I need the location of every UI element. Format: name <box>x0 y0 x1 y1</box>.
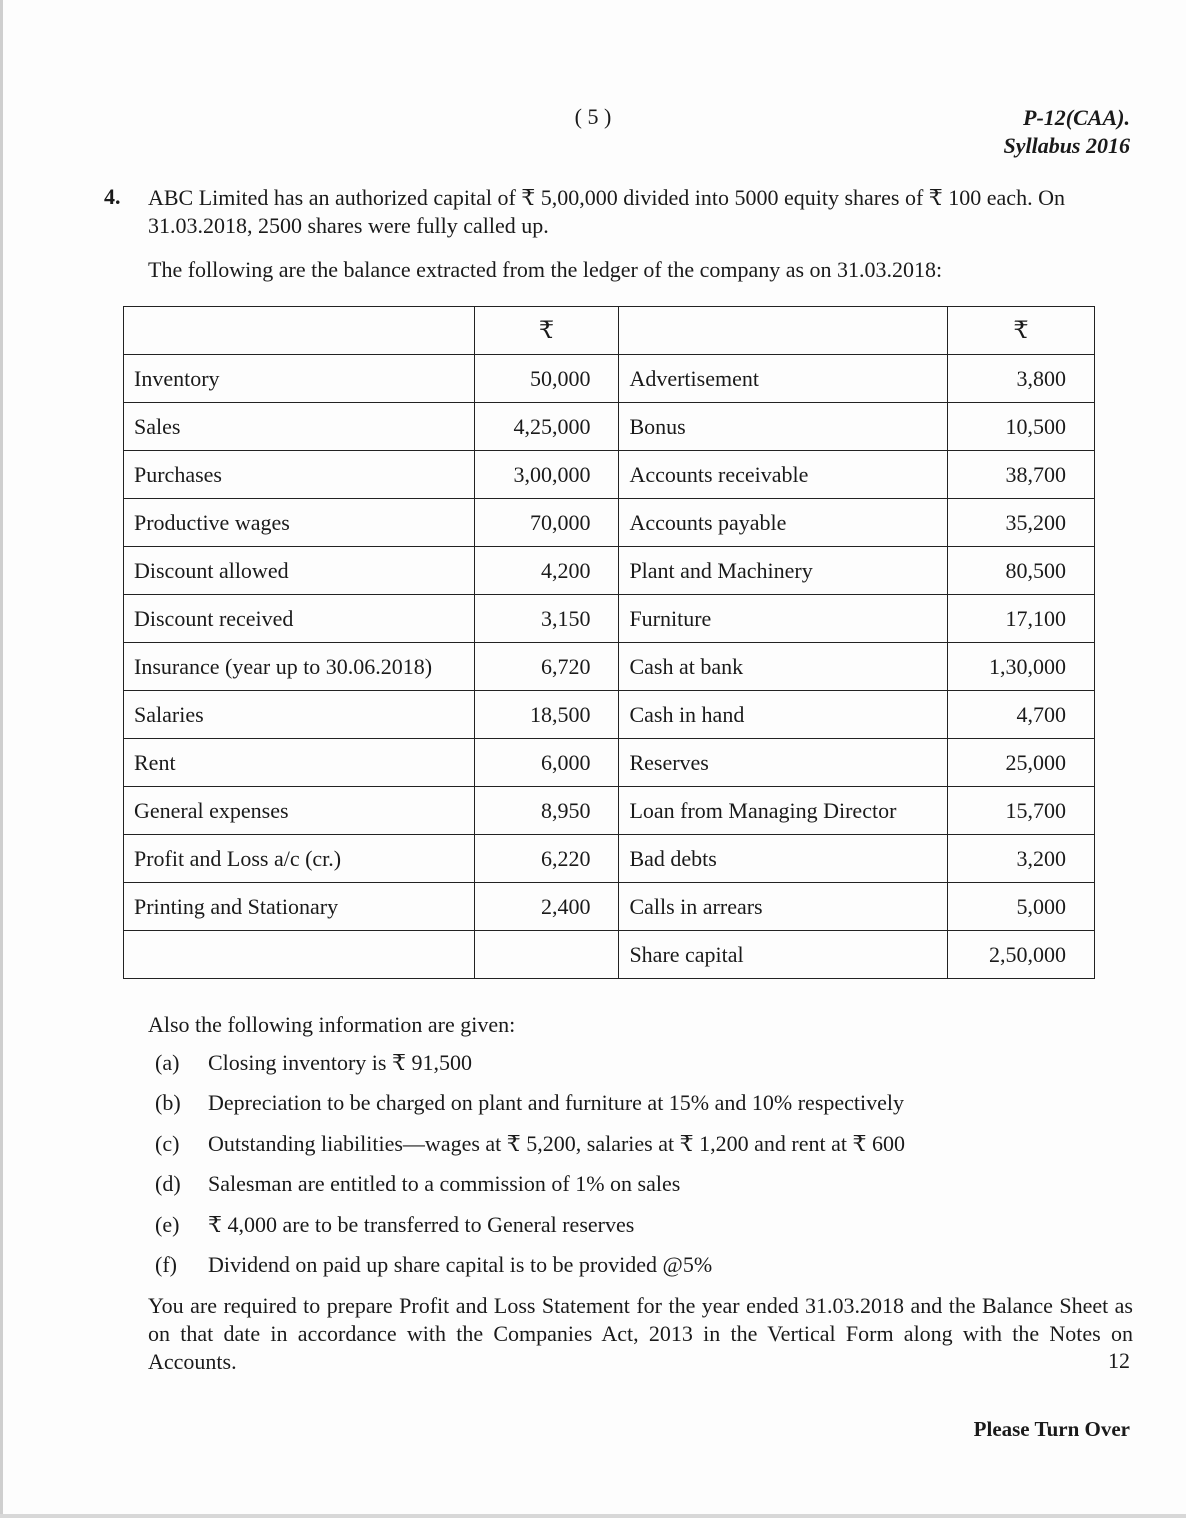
list-item-text: Depreciation to be charged on plant and furniture at 15% and 10% respectively <box>208 1090 905 1116</box>
info-title: Also the following information are given: <box>148 1012 516 1037</box>
list-item-text: Outstanding liabilities—wages at ₹ 5,200, salaries at ₹ 1,200 and rent at ₹ 600 <box>208 1130 905 1156</box>
list-item-text: Closing inventory is ₹ 91,500 <box>208 1050 472 1075</box>
table-row <box>124 883 1095 931</box>
list-item-text: Dividend on paid up share capital is to be provided @5% <box>208 1251 713 1277</box>
paper-code-block <box>1003 104 1130 160</box>
list-item <box>155 1212 905 1252</box>
left-item-amount: 50,000 <box>474 355 619 403</box>
left-item-amount: 6,720 <box>474 643 619 691</box>
table-row <box>124 835 1095 883</box>
right-item-amount: 3,800 <box>948 355 1095 403</box>
right-item-amount: 2,50,000 <box>948 931 1095 979</box>
list-item-label: (a) <box>155 1050 180 1075</box>
left-item-name: Purchases <box>124 451 475 499</box>
list-item-label: (f) <box>155 1251 177 1277</box>
right-item-name: Furniture <box>619 595 948 643</box>
left-item-amount: 3,150 <box>474 595 619 643</box>
table-row <box>124 595 1095 643</box>
marks: 12 <box>1108 1348 1130 1373</box>
header-blank-cell <box>619 307 948 355</box>
list-item <box>155 1131 905 1171</box>
table-row <box>124 403 1095 451</box>
list-item-label: (d) <box>155 1171 181 1197</box>
right-item-amount: 80,500 <box>948 547 1095 595</box>
table-row <box>124 499 1095 547</box>
list-item-label: (e) <box>155 1211 180 1237</box>
list-item <box>155 1050 905 1090</box>
left-item-amount: 70,000 <box>474 499 619 547</box>
table-row <box>124 931 1095 979</box>
list-item <box>155 1090 905 1130</box>
right-item-amount: 1,30,000 <box>948 643 1095 691</box>
header-blank-cell <box>124 307 475 355</box>
page-number: ( 5 ) <box>574 104 612 129</box>
currency-header-left: ₹ <box>474 307 619 355</box>
right-item-amount: 3,200 <box>948 835 1095 883</box>
left-item-amount: 4,25,000 <box>474 403 619 451</box>
left-item-amount: 6,000 <box>474 739 619 787</box>
table-row <box>124 643 1095 691</box>
table-row <box>124 739 1095 787</box>
right-item-name: Cash at bank <box>619 643 948 691</box>
table-row <box>124 691 1095 739</box>
right-item-amount: 4,700 <box>948 691 1095 739</box>
left-item-name: Inventory <box>124 355 475 403</box>
right-item-name: Calls in arrears <box>619 883 948 931</box>
left-item-name: Profit and Loss a/c (cr.) <box>124 835 475 883</box>
right-item-name: Plant and Machinery <box>619 547 948 595</box>
table-row <box>124 787 1095 835</box>
left-item-name: Salaries <box>124 691 475 739</box>
left-item-name: Discount received <box>124 595 475 643</box>
right-item-name: Reserves <box>619 739 948 787</box>
right-item-amount: 17,100 <box>948 595 1095 643</box>
left-item-name: Printing and Stationary <box>124 883 475 931</box>
left-item-amount: 6,220 <box>474 835 619 883</box>
left-item-name: Productive wages <box>124 499 475 547</box>
ledger-lead-text: The following are the balance extracted from the ledger of the company as on 31.03.2018: <box>148 257 943 282</box>
right-item-amount: 15,700 <box>948 787 1095 835</box>
list-item <box>155 1252 905 1292</box>
info-list <box>155 1050 905 1292</box>
right-item-name: Loan from Managing Director <box>619 787 948 835</box>
right-item-amount: 5,000 <box>948 883 1095 931</box>
right-item-amount: 10,500 <box>948 403 1095 451</box>
left-item-amount: 8,950 <box>474 787 619 835</box>
right-item-amount: 35,200 <box>948 499 1095 547</box>
table-header-row <box>124 307 1095 355</box>
question-intro: ABC Limited has an authorized capital of ₹ 5,00,000 divided into 5000 equity shares of ₹ 100 each. On 31.03.2018, 2500 shares were fully called up. <box>148 185 1065 238</box>
right-item-name: Share capital <box>619 931 948 979</box>
left-item-name: Discount allowed <box>124 547 475 595</box>
left-item-amount: 18,500 <box>474 691 619 739</box>
table-row <box>124 451 1095 499</box>
paper-code: P-12(CAA). <box>1023 105 1130 130</box>
left-item-name: Sales <box>124 403 475 451</box>
requirement-text: You are required to prepare Profit and Loss Statement for the year ended 31.03.2018 and the Balance Sheet as on that date in accordance with the Companies Act, 2013 in the Vertical Form along with the Notes on Accounts. <box>148 1293 1133 1374</box>
please-turn-over: Please Turn Over <box>973 1417 1130 1441</box>
left-item-amount: 2,400 <box>474 883 619 931</box>
right-item-name: Accounts receivable <box>619 451 948 499</box>
ledger-balance-table <box>123 306 1095 979</box>
question-number: 4. <box>104 184 121 209</box>
table-row <box>124 547 1095 595</box>
list-item-label: (b) <box>155 1090 181 1116</box>
right-item-name: Advertisement <box>619 355 948 403</box>
right-item-name: Cash in hand <box>619 691 948 739</box>
right-item-name: Accounts payable <box>619 499 948 547</box>
table-row <box>124 355 1095 403</box>
right-item-name: Bonus <box>619 403 948 451</box>
list-item-label: (c) <box>155 1130 180 1156</box>
currency-header-right: ₹ <box>948 307 1095 355</box>
left-item-name: General expenses <box>124 787 475 835</box>
list-item-text: ₹ 4,000 are to be transferred to General reserves <box>208 1211 635 1237</box>
left-item-amount: 3,00,000 <box>474 451 619 499</box>
right-item-amount: 25,000 <box>948 739 1095 787</box>
list-item <box>155 1171 905 1211</box>
right-item-amount: 38,700 <box>948 451 1095 499</box>
list-item-text: Salesman are entitled to a commission of 1% on sales <box>208 1171 681 1197</box>
left-item-amount: 4,200 <box>474 547 619 595</box>
left-item-name <box>124 931 475 979</box>
scan-edge-left <box>0 0 3 1518</box>
right-item-name: Bad debts <box>619 835 948 883</box>
left-item-name: Insurance (year up to 30.06.2018) <box>124 643 475 691</box>
scan-edge-bottom <box>0 1514 1186 1518</box>
left-item-amount <box>474 931 619 979</box>
left-item-name: Rent <box>124 739 475 787</box>
syllabus-label: Syllabus 2016 <box>1003 133 1130 158</box>
